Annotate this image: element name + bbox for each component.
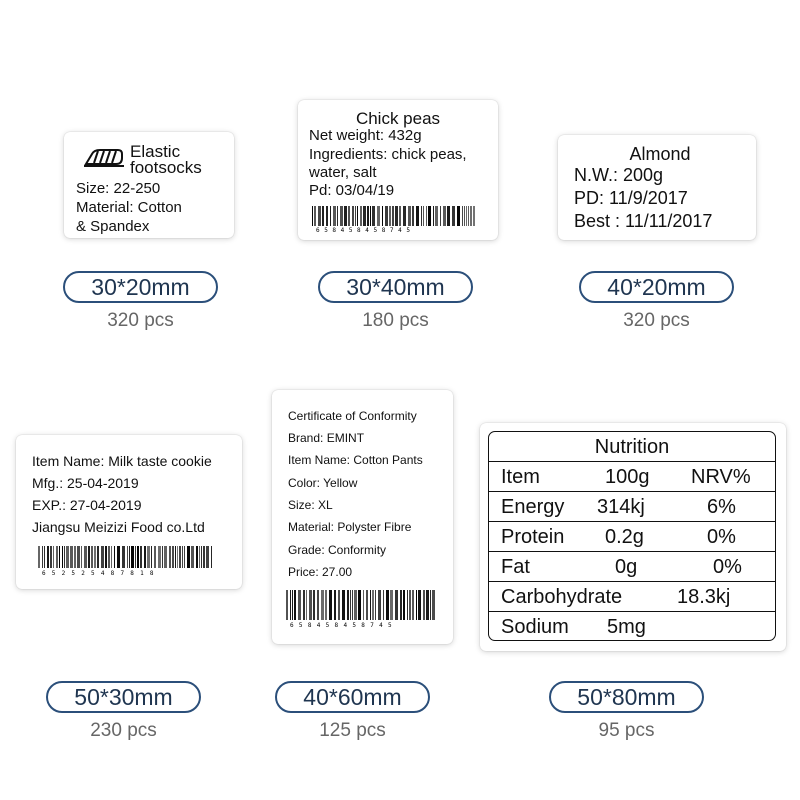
barcode-bar: [430, 590, 431, 620]
barcode-bar: [144, 546, 146, 568]
chickpeas-line-2: Ingredients: chick peas,: [309, 146, 467, 163]
barcode-bar: [292, 590, 293, 620]
barcode-bar: [201, 546, 202, 568]
barcode-bar: [348, 206, 350, 226]
barcode-bar: [409, 590, 411, 620]
size-pill-cookie: 50*30mm: [46, 681, 201, 713]
barcode-bar: [56, 546, 58, 568]
barcode-bar: [105, 546, 107, 568]
barcode-bar: [330, 206, 331, 226]
nutrition-row: [489, 582, 775, 612]
barcode-bar: [372, 206, 375, 226]
barcode-bar: [114, 546, 115, 568]
barcode-bar: [53, 546, 54, 568]
barcode-bar: [177, 546, 178, 568]
barcode-bar: [317, 590, 319, 620]
almond-line-1: N.W.: 200g: [574, 165, 664, 185]
barcode-bar: [158, 546, 161, 568]
barcode-bar: [127, 546, 128, 568]
barcode-bar: [108, 546, 110, 568]
barcode-bar: [342, 590, 345, 620]
barcode-bar: [64, 546, 65, 568]
barcode-bar: [340, 206, 343, 226]
barcode-bar: [470, 206, 472, 226]
barcode-bar: [203, 546, 205, 568]
barcode-bar: [74, 546, 76, 568]
nutrition-cell: 5mg: [607, 616, 646, 638]
barcode-bar: [322, 206, 324, 226]
barcode-bar: [447, 206, 450, 226]
barcode-bar: [363, 590, 364, 620]
cert-barcode: [286, 590, 438, 620]
barcode-bar: [179, 546, 181, 568]
barcode-bar: [412, 206, 414, 226]
barcode-bar: [62, 546, 63, 568]
cookie-line-1: Item Name: Milk taste cookie: [32, 453, 212, 469]
nutrition-cell: Carbohydrate: [501, 586, 623, 608]
socks-title-2: footsocks: [130, 158, 202, 177]
barcode-bar: [184, 546, 185, 568]
barcode-bar: [370, 590, 371, 620]
barcode-bar: [81, 546, 82, 568]
barcode-bar: [468, 206, 469, 226]
barcode-bar: [199, 546, 200, 568]
barcode-bar: [154, 546, 156, 568]
cert-line-6: Material: Polyster Fibre: [288, 520, 412, 534]
socks-line-3: & Spandex: [76, 218, 150, 235]
size-pill-certificate: 40*60mm: [275, 681, 430, 713]
barcode-bar: [457, 206, 460, 226]
barcode-bar: [313, 590, 315, 620]
barcode-bar: [334, 590, 336, 620]
nutrition-frame: [488, 431, 776, 641]
barcode-bar: [294, 590, 296, 620]
label-almond: [558, 135, 756, 240]
chickpeas-line-4: Pd: 03/04/19: [309, 182, 395, 199]
barcode-bar: [416, 206, 419, 226]
socks-title-1: Elastic: [130, 142, 181, 161]
barcode-bar: [385, 206, 388, 226]
cookie-line-4: Jiangsu Meizizi Food co.Ltd: [32, 519, 205, 535]
barcode-bar: [140, 546, 142, 568]
cookie-line-3: EXP.: 27-04-2019: [32, 497, 142, 513]
barcode-bar: [101, 546, 104, 568]
barcode-bar: [372, 590, 374, 620]
barcode-bar: [182, 546, 183, 568]
chickpeas-line-1: Net weight: 432g: [309, 127, 422, 144]
barcode-bar: [386, 590, 389, 620]
cert-line-1: Certificate of Conformity: [288, 409, 417, 423]
cookie-line-2: Mfg.: 25-04-2019: [32, 475, 139, 491]
barcode-bar: [111, 546, 112, 568]
nutrition-row: [489, 552, 775, 582]
barcode-bar: [94, 546, 96, 568]
barcode-bar: [187, 546, 190, 568]
barcode-bar: [196, 546, 198, 568]
barcode-bar: [432, 590, 435, 620]
barcode-bar: [175, 546, 176, 568]
label-nutrition: [480, 423, 786, 651]
barcode-bar: [354, 590, 357, 620]
barcode-bar: [383, 590, 384, 620]
barcode-bar: [38, 546, 40, 568]
nutrition-row: [489, 612, 775, 641]
barcode-bar: [403, 590, 405, 620]
barcode-bar: [390, 590, 393, 620]
label-cookie: [16, 435, 242, 589]
barcode-bar: [129, 546, 130, 568]
nutrition-cell: 18.3kj: [677, 586, 731, 608]
cookie-barcode-digits: 652525487818: [42, 570, 160, 577]
nutrition-cell: Sodium: [501, 616, 569, 638]
barcode-bar: [464, 206, 465, 226]
barcode-bar: [59, 546, 60, 568]
nutrition-cell: 314kj: [597, 496, 645, 518]
barcode-bar: [84, 546, 87, 568]
barcode-bar: [462, 206, 463, 226]
barcode-bar: [375, 590, 376, 620]
barcode-bar: [443, 206, 446, 226]
nutrition-row: [489, 492, 775, 522]
barcode-bar: [326, 206, 328, 226]
barcode-bar: [318, 206, 321, 226]
barcode-bar: [321, 590, 324, 620]
nutrition-cell: 0%: [713, 556, 742, 578]
barcode-bar: [466, 206, 467, 226]
nutrition-row: [489, 522, 775, 552]
barcode-bar: [314, 206, 316, 226]
barcode-bar: [312, 206, 313, 226]
nutrition-row: [489, 462, 775, 492]
chickpeas-barcode-digits: 658458458745: [316, 227, 415, 234]
barcode-bar: [286, 590, 288, 620]
barcode-bar: [147, 546, 150, 568]
barcode-bar: [344, 206, 347, 226]
barcode-bar: [135, 546, 136, 568]
barcode-bar: [333, 206, 336, 226]
sock-icon: [82, 146, 126, 168]
count-cookie: 230 pcs: [90, 720, 157, 741]
count-nutrition: 95 pcs: [598, 720, 655, 741]
barcode-bar: [389, 206, 391, 226]
barcode-bar: [382, 206, 383, 226]
label-certificate: [272, 390, 453, 644]
barcode-bar: [306, 590, 307, 620]
barcode-bar: [367, 206, 369, 226]
barcode-bar: [428, 206, 431, 226]
nutrition-cell: 0%: [707, 526, 736, 548]
barcode-bar: [403, 206, 406, 226]
barcode-bar: [211, 546, 212, 568]
barcode-bar: [47, 546, 49, 568]
chickpeas-line-3: water, salt: [309, 164, 377, 181]
barcode-bar: [42, 546, 43, 568]
almond-line-2: PD: 11/9/2017: [574, 188, 688, 208]
nutrition-cell: 0.2g: [605, 526, 644, 548]
socks-line-1: Size: 22-250: [76, 180, 161, 197]
barcode-bar: [423, 590, 425, 620]
barcode-bar: [412, 590, 414, 620]
cert-line-7: Grade: Conformity: [288, 543, 387, 557]
barcode-bar: [70, 546, 73, 568]
barcode-bar: [298, 590, 301, 620]
barcode-bar: [408, 206, 411, 226]
nutrition-cell: 6%: [707, 496, 736, 518]
barcode-bar: [407, 590, 408, 620]
size-pill-nutrition: 50*80mm: [549, 681, 704, 713]
almond-line-3: Best : 11/11/2017: [574, 211, 713, 231]
nutrition-cell: NRV%: [691, 466, 751, 488]
label-chickpeas: [298, 100, 498, 240]
barcode-bar: [44, 546, 45, 568]
cert-line-5: Size: XL: [288, 498, 333, 512]
label-socks: [64, 132, 234, 238]
size-pill-almond: 40*20mm: [579, 271, 734, 303]
barcode-bar: [309, 590, 312, 620]
barcode-bar: [88, 546, 90, 568]
barcode-bar: [97, 546, 99, 568]
barcode-bar: [50, 546, 52, 568]
nutrition-cell: 0g: [615, 556, 638, 578]
cert-line-8: Price: 27.00: [288, 565, 353, 579]
barcode-bar: [137, 546, 139, 568]
count-chickpeas: 180 pcs: [362, 310, 429, 331]
barcode-bar: [355, 206, 356, 226]
barcode-bar: [400, 590, 402, 620]
barcode-bar: [172, 546, 174, 568]
barcode-bar: [473, 206, 475, 226]
barcode-bar: [357, 206, 358, 226]
cert-line-4: Color: Yellow: [288, 476, 358, 490]
barcode-bar: [426, 590, 429, 620]
count-socks: 320 pcs: [107, 310, 174, 331]
cert-barcode-digits: 658458458745: [290, 622, 397, 629]
barcode-bar: [399, 206, 401, 226]
nutrition-title: Nutrition: [489, 432, 775, 462]
barcode-bar: [452, 206, 455, 226]
barcode-bar: [395, 206, 398, 226]
barcode-bar: [433, 206, 434, 226]
barcode-bar: [329, 590, 332, 620]
barcode-bar: [377, 206, 380, 226]
barcode-bar: [122, 546, 125, 568]
size-pill-chickpeas: 30*40mm: [318, 271, 473, 303]
nutrition-cell: Fat: [501, 556, 530, 578]
barcode-bar: [290, 590, 291, 620]
barcode-bar: [303, 590, 305, 620]
barcode-bar: [378, 590, 381, 620]
barcode-bar: [363, 206, 366, 226]
count-certificate: 125 pcs: [319, 720, 386, 741]
barcode-bar: [392, 206, 394, 226]
size-pill-socks: 30*20mm: [63, 271, 218, 303]
count-almond: 320 pcs: [623, 310, 690, 331]
nutrition-cell: 100g: [605, 466, 650, 488]
barcode-bar: [117, 546, 120, 568]
barcode-bar: [169, 546, 171, 568]
barcode-bar: [337, 206, 338, 226]
barcode-bar: [131, 546, 134, 568]
barcode-bar: [164, 546, 167, 568]
barcode-bar: [151, 546, 152, 568]
barcode-bar: [352, 590, 353, 620]
barcode-bar: [426, 206, 427, 226]
barcode-bar: [338, 590, 340, 620]
barcode-bar: [440, 206, 441, 226]
barcode-bar: [162, 546, 163, 568]
barcode-bar: [366, 590, 368, 620]
barcode-bar: [350, 590, 351, 620]
barcode-bar: [206, 546, 209, 568]
barcode-bar: [358, 590, 361, 620]
chickpeas-barcode: [312, 206, 478, 226]
barcode-bar: [66, 546, 69, 568]
barcode-bar: [395, 590, 398, 620]
nutrition-cell: Item: [501, 466, 540, 488]
barcode-bar: [421, 206, 422, 226]
barcode-bar: [347, 590, 349, 620]
chickpeas-title: Chick peas: [355, 109, 441, 128]
cookie-barcode: [38, 546, 214, 568]
barcode-bar: [191, 546, 194, 568]
barcode-bar: [418, 590, 421, 620]
cert-line-2: Brand: EMINT: [288, 431, 365, 445]
barcode-bar: [370, 206, 371, 226]
socks-line-2: Material: Cotton: [76, 199, 182, 216]
barcode-bar: [91, 546, 93, 568]
nutrition-cell: Energy: [501, 496, 565, 518]
barcode-bar: [423, 206, 424, 226]
almond-title: Almond: [629, 144, 691, 164]
barcode-bar: [77, 546, 80, 568]
cert-line-3: Item Name: Cotton Pants: [288, 453, 423, 467]
nutrition-cell: Protein: [501, 526, 565, 548]
barcode-bar: [352, 206, 354, 226]
barcode-bar: [360, 206, 362, 226]
barcode-bar: [416, 590, 417, 620]
barcode-bar: [435, 206, 438, 226]
barcode-bar: [325, 590, 327, 620]
